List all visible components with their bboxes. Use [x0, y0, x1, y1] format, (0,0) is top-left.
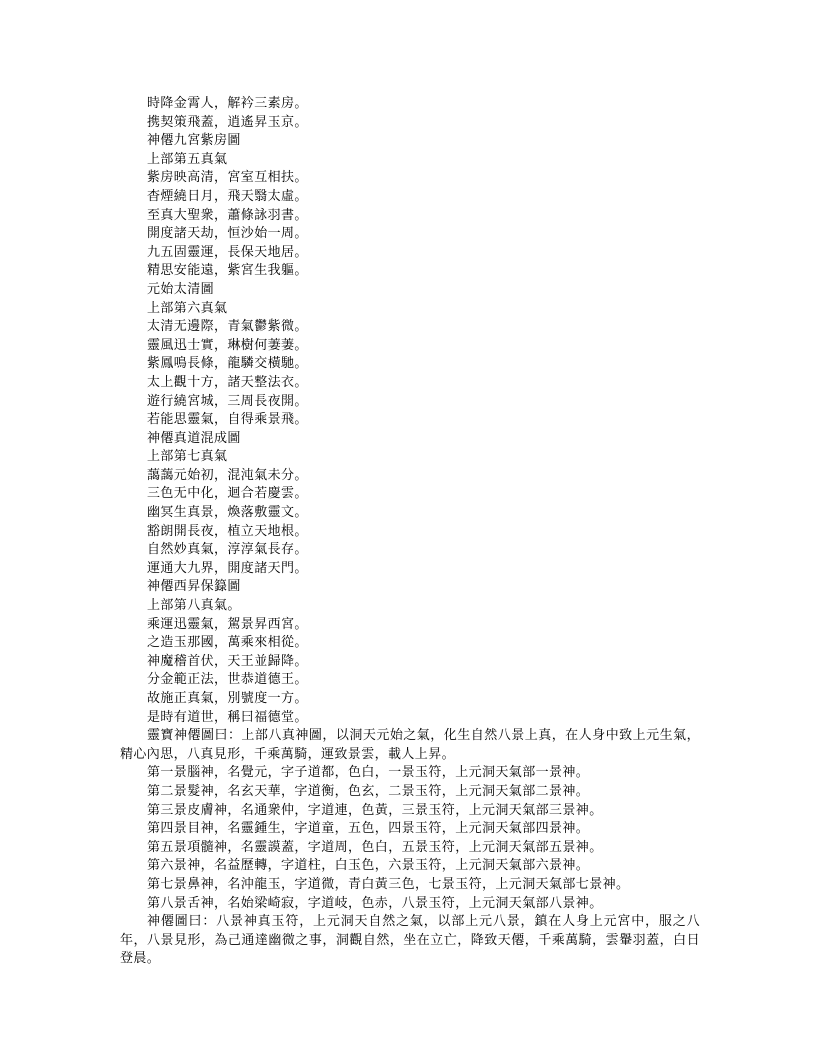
section-heading: 神僊西昇保籙圖	[147, 579, 241, 595]
verse-line: 至真大聖衆，蕭條詠羽書。	[147, 207, 308, 223]
verse-line: 靈風迅士實，琳樹何萋萋。	[147, 337, 308, 353]
verse-line: 遊行繞宮城，三周長夜開。	[147, 393, 308, 409]
section-subheading: 上部第五真氣	[147, 151, 228, 167]
verse-line: 九五固靈運，長保天地居。	[147, 244, 308, 260]
verse-line: 藹藹元始初，混沌氣未分。	[147, 467, 308, 483]
verse-line: 紫房映高清，宮室互相扶。	[147, 170, 308, 186]
verse-line: 太上觀十方，諸天整法衣。	[147, 374, 308, 390]
section-subheading: 上部第八真氣。	[147, 598, 241, 614]
paragraph-intro: 靈寶神僊圖曰：上部八真神圖，以洞天元始之氣，化生自然八景上真，在人身中致上元生氣，精心內思，八真見形，千乘萬騎，運致景雲，載人上昇。	[120, 728, 700, 762]
verse-line: 是時有道世，稱曰福德堂。	[147, 709, 308, 725]
paragraph-spirit-2: 第二景髮神，名玄天華，字道衡，色玄，二景玉符，上元洞天氣部二景神。	[147, 783, 590, 799]
paragraph-spirit-3: 第三景皮膚神，名通衆仲，字道連，色黃，三景玉符，上元洞天氣部三景神。	[147, 802, 603, 818]
section-subheading: 上部第六真氣	[147, 300, 228, 316]
verse-line: 故施正真氣，別號度一方。	[147, 691, 308, 706]
paragraph-conclusion: 神僊圖曰：八景神真玉符，上元洞天自然之氣，以部上元八景，鎮在人身上元宮中，服之八年，八景見形，為己通達幽微之事，洞觀自然，坐在立亡，降致天僊，千乘萬騎，雲轝羽蓋，白日登晨。	[120, 914, 700, 967]
verse-line: 若能思靈氣，自得乘景飛。	[147, 412, 308, 428]
verse-line: 神魔稽首伏，天王並歸降。	[147, 653, 308, 669]
section-heading: 神僊九宮紫房圖	[147, 133, 241, 149]
paragraph-spirit-8: 第八景舌神，名始梁崎寂，字道岐，色赤，八景玉符，上元洞天氣部八景神。	[147, 895, 603, 911]
verse-line: 開度諸天劫，恒沙始一周。	[147, 226, 308, 242]
verse-line: 之造玉那國，萬乘來相從。	[147, 635, 308, 651]
paragraph-spirit-5: 第五景項髓神，名靈謨蓋，字道周，色白，五景玉符，上元洞天氣部五景神。	[147, 839, 603, 855]
verse-line: 運通大九界，開度諸天門。	[147, 560, 308, 576]
verse-line: 三色无中化，迴合若慶雲。	[147, 486, 308, 502]
verse-line: 精思安能遠，紫宮生我軀。	[147, 263, 308, 279]
verse-line: 分金範正法，世恭道德王。	[147, 672, 308, 688]
paragraph-spirit-6: 第六景神，名益歷轉，字道柱，白玉色，六景玉符，上元洞天氣部六景神。	[147, 858, 590, 874]
paragraph-spirit-1: 第一景腦神，名覺元，字子道都，色白，一景玉符，上元洞天氣部一景神。	[147, 765, 590, 781]
document-body	[120, 95, 700, 969]
verse-line: 幽冥生真景，煥落敷靈文。	[147, 505, 308, 521]
verse-line: 杳煙繞日月，飛天翳太虛。	[147, 188, 308, 204]
verse-block	[120, 95, 700, 727]
paragraph-spirit-4: 第四景目神，名靈鍾生，字道童，五色，四景玉符，上元洞天氣部四景神。	[147, 821, 590, 837]
section-heading: 神僊真道混成圖	[147, 430, 241, 446]
verse-line: 太清无邊際，青氣鬱紫微。	[147, 319, 308, 335]
verse-line: 豁朗開長夜，植立天地根。	[147, 523, 308, 539]
verse-line: 乘運迅靈氣，駕景昇西宮。	[147, 616, 308, 632]
section-heading: 元始太清圖	[147, 281, 215, 297]
prose-block	[120, 727, 700, 969]
verse-line: 時降金霄人，解衿三素房。	[147, 96, 308, 111]
verse-line: 紫鳳鳴長條，龍驎交橫馳。	[147, 356, 308, 372]
section-subheading: 上部第七真氣	[147, 449, 228, 465]
verse-line: 自然妙真氣，淳淳氣長存。	[147, 542, 308, 558]
paragraph-spirit-7: 第七景鼻神，名沖龍玉，字道微，青白黃三色，七景玉符，上元洞天氣部七景神。	[147, 876, 630, 892]
verse-line: 携契策飛蓋，逍遙昇玉京。	[147, 114, 308, 130]
